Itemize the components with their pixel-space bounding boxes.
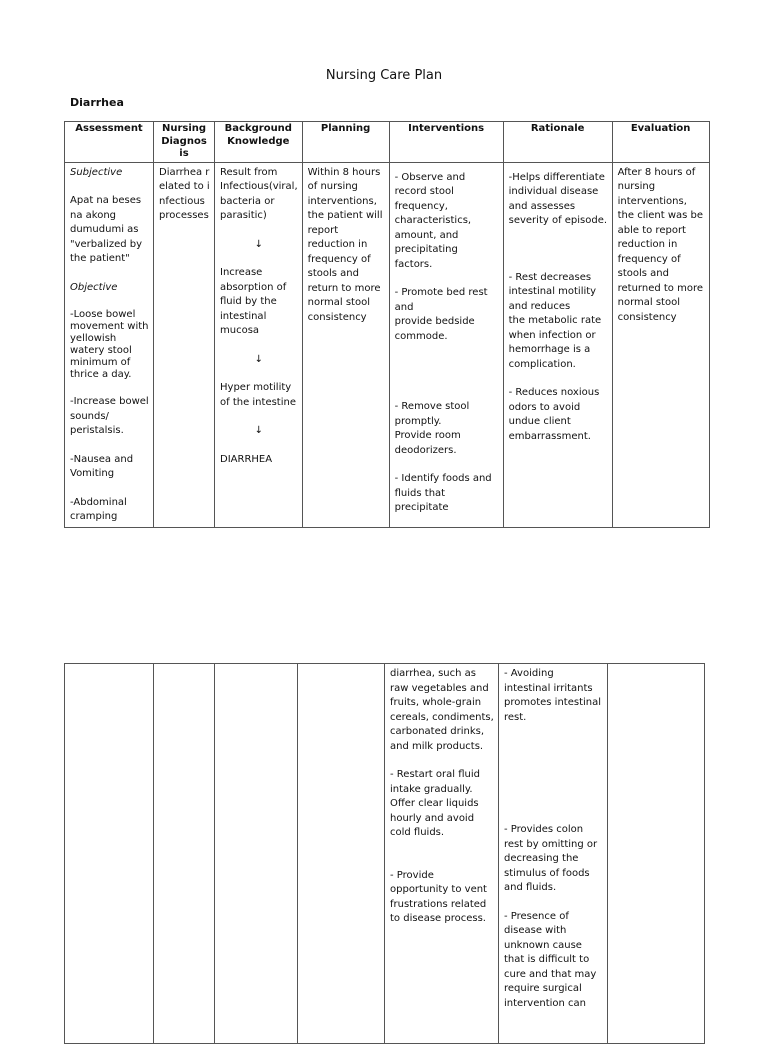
assessment-cell	[65, 664, 154, 1044]
nursing-diagnosis-cell	[154, 664, 215, 1044]
arrow-down-icon: ↓	[254, 238, 263, 250]
planning-cell: Within 8 hours of nursing interventions, the patient will report reduction in frequency of stools and return to more normal stool consistency	[302, 162, 389, 527]
intervention-item: - Restart oral fluid intake gradually. Offer clear liquids hourly and avoid cold fluids.	[390, 769, 480, 838]
rationale-cell	[503, 162, 612, 527]
table-row	[65, 664, 705, 1044]
background-item: DIARRHEA	[220, 453, 273, 465]
objective-item: -Increase bowel sounds/ peristalsis.	[70, 396, 149, 436]
interventions-cell	[389, 162, 503, 527]
background-knowledge-cell	[215, 162, 303, 527]
evaluation-cell: After 8 hours of nursing interventions, the client was be able to report reduction in frequency of stools and returned to more normal stool consistency	[612, 162, 709, 527]
header-interventions: Interventions	[389, 122, 503, 163]
evaluation-cell	[608, 664, 705, 1044]
objective-item: -Abdominal cramping	[70, 496, 127, 522]
table-row	[65, 162, 710, 527]
header-evaluation: Evaluation	[612, 122, 709, 163]
page-title: Nursing Care Plan	[325, 68, 443, 83]
document-subtitle: Diarrhea	[70, 96, 124, 109]
rationale-item: - Avoiding intestinal irritants promotes intestinal rest.	[504, 668, 602, 723]
rationale-item: - Reduces noxious odors to avoid undue client embarrassment.	[508, 387, 600, 442]
subjective-label: Subjective	[70, 166, 123, 178]
planning-cell	[298, 664, 385, 1044]
interventions-cell	[385, 664, 499, 1044]
objective-item: -Loose bowel movement with yellowish watery stool minimum of thrice a day.	[70, 309, 149, 380]
care-plan-table-page-1	[64, 121, 710, 528]
intervention-item: diarrhea, such as raw vegetables and fruits, whole-grain cereals, condiments, carbonated drinks, and milk products.	[390, 668, 494, 752]
rationale-item: -Helps differentiate individual disease and assesses severity of episode.	[508, 171, 608, 226]
objective-label: Objective	[70, 281, 118, 293]
rationale-item: - Presence of disease with unknown cause that is difficult to cure and that may require surgical intervention can	[504, 910, 597, 1009]
arrow-down-icon: ↓	[254, 425, 263, 436]
care-plan-table-page-2	[64, 663, 705, 1044]
assessment-cell	[65, 162, 154, 527]
intervention-item: - Observe and record stool frequency, characteristics, amount, and precipitating factors.	[394, 171, 472, 270]
header-rationale: Rationale	[503, 122, 612, 163]
intervention-item: provide bedside commode.	[394, 316, 475, 342]
rationale-cell	[499, 664, 608, 1044]
intervention-item: - Remove stool promptly.	[394, 401, 470, 427]
nursing-diagnosis-cell: Diarrhea related to infectious processes	[154, 162, 215, 527]
subjective-text: Apat na beses na akong dumudumi as "verbalized by the patient"	[70, 195, 143, 264]
header-assessment: Assessment	[65, 122, 154, 163]
intervention-item: Provide room deodorizers.	[394, 430, 461, 456]
rationale-item: the metabolic rate when infection or hemorrhage is a complication.	[508, 315, 602, 370]
intervention-item: - Promote bed rest and	[394, 287, 488, 313]
header-planning: Planning	[302, 122, 389, 163]
background-item: Hyper motility of the intestine	[220, 382, 296, 408]
header-nursing-diagnosis: Nursing Diagnos is	[154, 122, 215, 163]
background-item: Increase absorption of fluid by the intestinal mucosa	[220, 267, 287, 336]
intervention-item: - Identify foods and fluids that precipitate	[394, 473, 492, 513]
background-item: Result from Infectious(viral, bacteria or parasitic)	[220, 166, 298, 221]
table-header-row	[65, 122, 710, 163]
background-knowledge-cell	[215, 664, 298, 1044]
header-background-knowledge: Background Knowledge	[215, 122, 303, 163]
rationale-item: - Provides colon rest by omitting or decreasing the stimulus of foods and fluids.	[504, 824, 598, 893]
objective-item: -Nausea and Vomiting	[70, 453, 134, 479]
intervention-item: - Provide opportunity to vent frustrations related to disease process.	[390, 869, 487, 924]
arrow-down-icon: ↓	[254, 353, 263, 365]
rationale-item: - Rest decreases intestinal motility and reduces	[508, 271, 597, 312]
